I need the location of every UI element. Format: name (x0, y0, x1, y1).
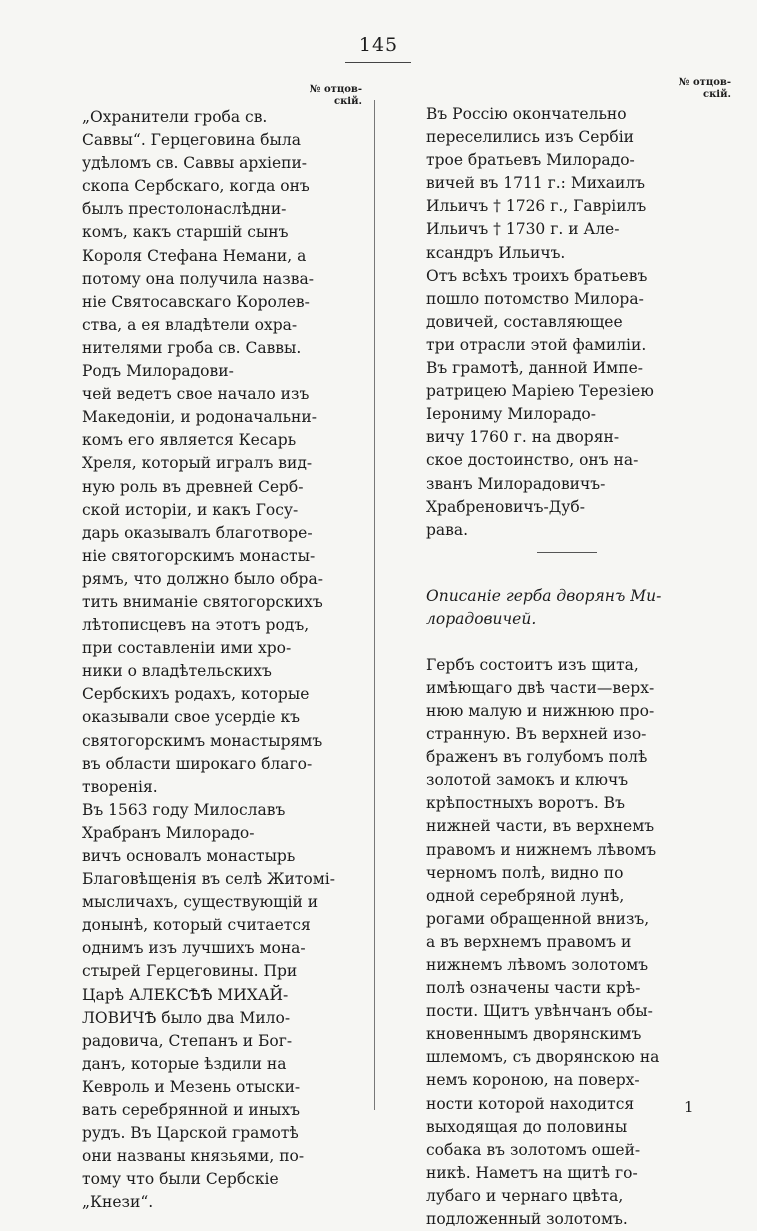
text-line: Въ 1563 году Милославъ (82, 800, 286, 819)
text-line: нижней части, въ верхнемъ (426, 817, 655, 836)
section-divider (426, 542, 712, 562)
text-line: пошло потомство Милора- (426, 289, 644, 308)
text-line: вать серебрянной и иныхъ (82, 1101, 300, 1120)
section-heading-line: лорадовичей. (426, 609, 537, 628)
text-line: золотой замокъ и ключъ (426, 771, 629, 790)
text-line: удѣломъ св. Саввы архіепи- (82, 154, 308, 173)
text-line: мысличахъ, существующій и (82, 893, 319, 912)
text-line: черномъ полѣ, видно по (426, 863, 624, 882)
text-line: ксандръ Ильичъ. (426, 243, 566, 262)
text-line: ніе Святосавскаго Королев- (82, 292, 310, 311)
text-line: полѣ означены части крѣ- (426, 979, 641, 998)
text-line: Хреля, который игралъ вид- (82, 454, 313, 473)
text-line: Ильичъ † 1730 г. и Але- (426, 220, 620, 239)
text-line: комъ его является Кесарь (82, 431, 297, 450)
text-line: тить вниманіе святогорскихъ (82, 592, 323, 611)
text-line: Ильичъ † 1726 г., Гавріилъ (426, 197, 647, 216)
text-line: трое братьевъ Милорадо- (426, 151, 635, 170)
text-line: ское достоинство, онъ на- (426, 451, 639, 470)
text-line: выходящая до половины (426, 1117, 628, 1136)
text-line: три отрасли этой фамиліи. (426, 335, 647, 354)
text-line: Родъ Милорадови- (82, 362, 234, 381)
text-line: лубаго и чернаго цвѣта, (426, 1186, 624, 1205)
text-line: одной серебряной лунѣ, (426, 886, 625, 905)
text-line: творенія. (82, 777, 158, 796)
text-line: ніе святогорскимъ монасты- (82, 546, 316, 565)
text-line: ники о владѣтельскихъ (82, 662, 272, 681)
text-line: Сербскихъ родахъ, которые (82, 685, 310, 704)
margin-note-line: скій. (333, 96, 362, 107)
text-line: данъ, которые ѣздили на (82, 1054, 287, 1073)
text-line: вичей въ 1711 г.: Михаилъ (426, 174, 646, 193)
text-line: въ области широкаго благо- (82, 754, 313, 773)
text-line: Храбранъ Милорадо- (82, 823, 255, 842)
text-line: крѣпостныхъ воротъ. Въ (426, 794, 625, 813)
text-line: ской исторіи, и какъ Госу- (82, 500, 299, 519)
text-line: чей ведетъ свое начало изъ (82, 385, 310, 404)
text-line: Въ Россію окончательно (426, 105, 627, 123)
text-line: Короля Стефана Немани, а (82, 246, 307, 265)
text-line: ности которой находится (426, 1094, 635, 1113)
margin-note-line: скій. (702, 89, 731, 100)
column-divider (374, 100, 375, 1110)
page-number: 145 (358, 34, 399, 56)
text-line: Отъ всѣхъ троихъ братьевъ (426, 266, 648, 285)
text-line: браженъ въ голубомъ полѣ (426, 748, 648, 767)
text-line: а въ верхнемъ правомъ и (426, 932, 632, 951)
text-line: однимъ изъ лучшихъ мона- (82, 939, 306, 958)
left-column (82, 106, 364, 1215)
text-line: переселились изъ Сербіи (426, 128, 635, 147)
text-line: вичу 1760 г. на дворян- (426, 428, 620, 447)
margin-note-right (655, 77, 731, 101)
text-line: рямъ, что должно было обра- (82, 569, 323, 588)
text-line: странную. Въ верхней изо- (426, 725, 647, 744)
margin-note-left (286, 84, 362, 108)
text-line: ства, а ея владѣтели охра- (82, 315, 298, 334)
text-line: собака въ золотомъ ошей- (426, 1140, 641, 1159)
text-line: былъ престолонаслѣдни- (82, 200, 287, 219)
text-line: потому она получила назва- (82, 269, 314, 288)
text-line: комъ, какъ старшій сынъ (82, 223, 289, 242)
text-line: званъ Милорадовичъ- (426, 474, 606, 493)
text-line: они названы князьями, по- (82, 1147, 305, 1166)
text-line: рогами обращенной внизъ, (426, 909, 650, 928)
text-line: дарь оказывалъ благотворе- (82, 523, 313, 542)
text-line: подложенный золотомъ. (426, 1210, 628, 1229)
text-line: Кевроль и Мезень отыски- (82, 1077, 301, 1096)
text-line: святогорскимъ монастырямъ (82, 731, 323, 750)
text-line: Царѣ АЛЕКСѢѢ МИХАЙ- (82, 985, 289, 1004)
right-column (426, 103, 712, 1231)
text-line: лѣтописцевъ на этотъ родъ, (82, 616, 310, 635)
text-line: донынѣ, который считается (82, 916, 311, 935)
text-line: Гербъ состоитъ изъ щита, (426, 655, 639, 674)
text-line: правомъ и нижнемъ лѣвомъ (426, 840, 657, 859)
text-line: Македоніи, и родоначальни- (82, 408, 317, 427)
text-line: нителями гроба св. Саввы. (82, 338, 302, 357)
corner-mark: 1 (684, 1098, 694, 1116)
margin-note-line: № отцов- (678, 77, 731, 88)
right-column-bottom (426, 654, 712, 1231)
text-line: пости. Щитъ увѣнчанъ обы- (426, 1002, 653, 1021)
text-line: тому что были Сербскіе (82, 1170, 279, 1189)
text-line: Въ грамотѣ, данной Импе- (426, 359, 643, 378)
text-line: Саввы“. Герцеговина была (82, 131, 301, 150)
section-heading-line: Описаніе герба дворянъ Ми- (426, 586, 662, 605)
text-line: нижнемъ лѣвомъ золотомъ (426, 956, 649, 974)
text-line: рава. (426, 520, 469, 539)
text-line: ратрицею Маріею Терезіею (426, 382, 654, 401)
text-line: довичей, составляющее (426, 312, 623, 331)
text-line: нюю малую и нижнюю про- (426, 701, 655, 720)
text-line: Благовѣщенія въ селѣ Житомі- (82, 870, 335, 889)
text-line: ЛОВИЧѢ было два Мило- (82, 1008, 291, 1027)
text-line: рудъ. Въ Царской грамотѣ (82, 1124, 299, 1143)
text-line: „Кнези“. (82, 1193, 154, 1212)
text-line: оказывали свое усердіе къ (82, 708, 301, 727)
text-line: имѣющаго двѣ части—верх- (426, 678, 655, 697)
text-line: Храбреновичъ-Дуб- (426, 497, 585, 516)
right-column-top (426, 103, 712, 542)
text-line: „Охранители гроба св. (82, 108, 268, 126)
text-line: шлемомъ, съ дворянскою на (426, 1048, 660, 1067)
text-line: скопа Сербскаго, когда онъ (82, 177, 310, 196)
text-line: кновеннымъ дворянскимъ (426, 1025, 642, 1044)
text-line: при составленіи ими хро- (82, 639, 292, 658)
text-line: Іерониму Милорадо- (426, 405, 596, 424)
text-line: немъ короною, на поверх- (426, 1071, 640, 1090)
margin-note-line: № отцов- (309, 84, 362, 95)
header-rule (345, 62, 411, 63)
text-line: вичъ основалъ монастырь (82, 847, 296, 865)
text-line: стырей Герцеговины. При (82, 962, 298, 981)
text-line: ную роль въ древней Серб- (82, 477, 304, 496)
text-line: никѣ. Наметъ на щитѣ го- (426, 1163, 638, 1182)
text-line: радовича, Степанъ и Бог- (82, 1031, 293, 1050)
